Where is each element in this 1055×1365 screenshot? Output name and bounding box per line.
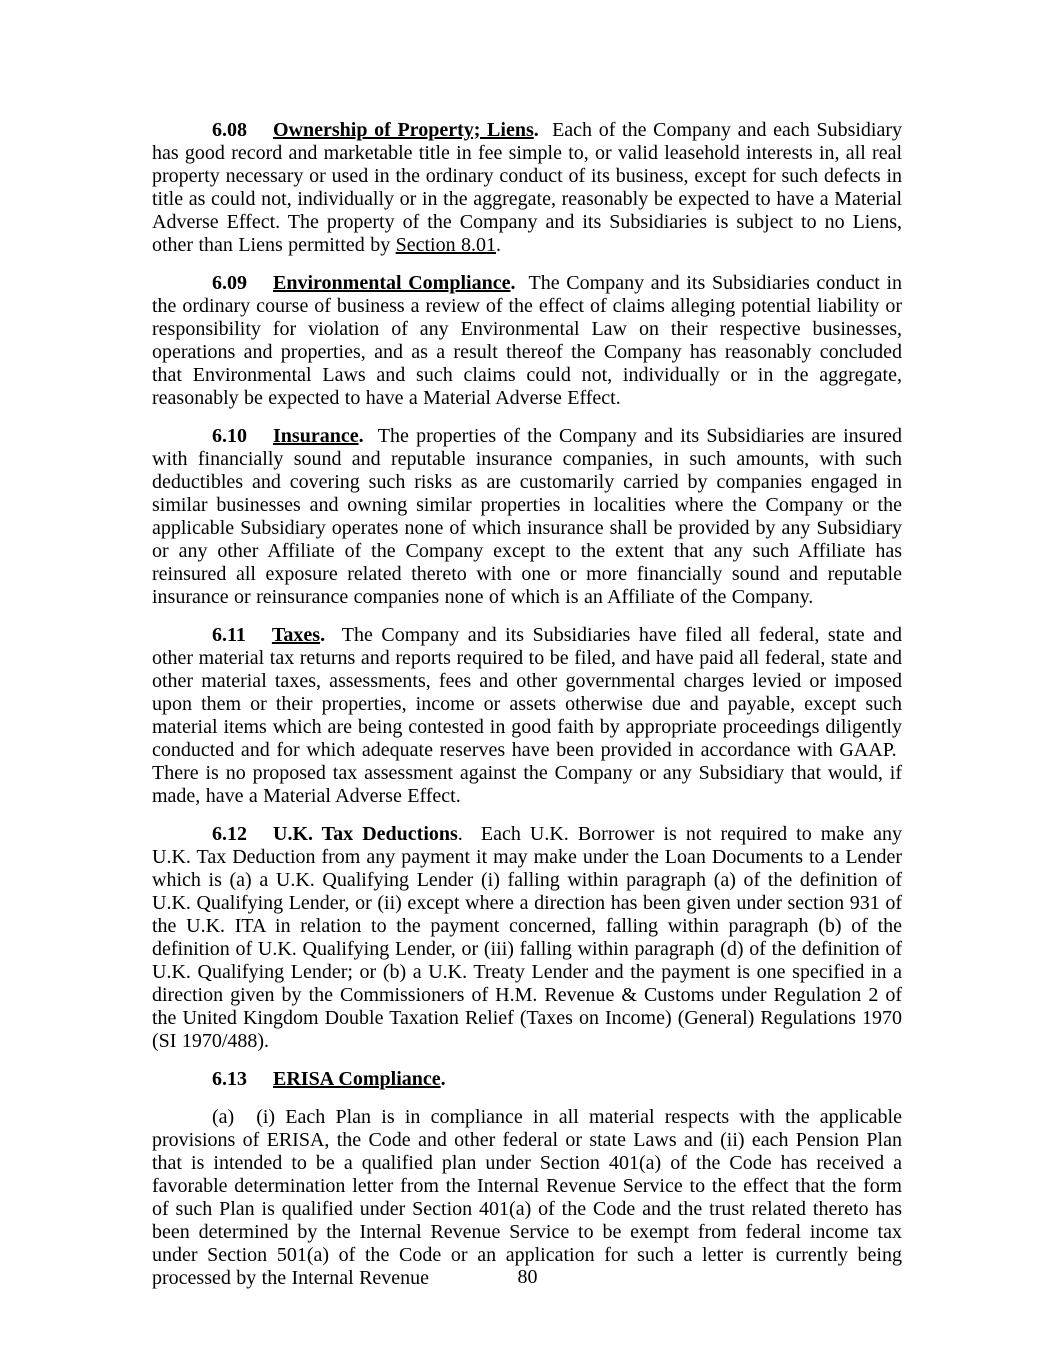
subparagraph-a xyxy=(152,1106,902,1290)
section-6-08 xyxy=(152,119,902,257)
section-title: ERISA Compliance xyxy=(273,1068,441,1090)
section-number: 6.08 xyxy=(212,119,247,141)
section-6-10 xyxy=(152,425,902,609)
section-title-period: . xyxy=(358,425,364,447)
subparagraph-label: (a) xyxy=(212,1106,235,1128)
section-title: Ownership of Property; Liens xyxy=(273,119,534,141)
section-6-13 xyxy=(152,1068,902,1091)
section-title: Environmental Compliance xyxy=(273,272,511,294)
section-body-text: The Company and its Subsidiaries have filed all federal, state and other material tax returns and reports required to be filed, and have paid all federal, state and other material taxes, assessments, fees and other governmental charges levied or imposed upon them or their properties, income or assets otherwise due and payable, except such material items which are being contested in good faith by appropriate proceedings diligently conducted and for which adequate reserves have been provided in accordance with GAAP. There is no proposed tax assessment against the Company or any Subsidiary that would, if made, have a Material Adverse Effect. xyxy=(152,624,902,807)
section-title-period: . xyxy=(510,272,516,294)
page-number: 80 xyxy=(517,1266,538,1288)
section-number: 6.11 xyxy=(212,624,246,646)
section-title: Taxes xyxy=(271,624,321,646)
section-number: 6.10 xyxy=(212,425,247,447)
section-body-text: Each of the Company and each Subsidiary has good record and marketable title in fee simple to, or valid leasehold interests in, all real property necessary or used in the ordinary conduct of its business, except for such defects in title as could not, individually or in the aggregate, reasonably be expected to have a Material Adverse Effect. The property of the Company and its Subsidiaries is subject to no Liens, other than Liens permitted by xyxy=(152,119,903,256)
section-body-text: Each U.K. Borrower is not required to make any U.K. Tax Deduction from any payment it may make under the Loan Documents to a Lender which is (a) a U.K. Qualifying Lender (i) falling within paragraph (a) of the definition of U.K. Qualifying Lender, or (ii) except where a direction has been given under section 931 of the U.K. ITA in relation to the payment concerned, falling within paragraph (b) of the definition of U.K. Qualifying Lender, or (iii) falling within paragraph (d) of the definition of U.K. Qualifying Lender; or (b) a U.K. Treaty Lender and the payment is one specified in a direction given by the Commissioners of H.M. Revenue & Customs under Regulation 2 of the United Kingdom Double Taxation Relief (Taxes on Income) (General) Regulations 1970 (SI 1970/488). xyxy=(152,823,902,1052)
section-6-12 xyxy=(152,823,902,1053)
section-title: U.K. Tax Deductions xyxy=(273,823,458,845)
section-number: 6.12 xyxy=(212,823,247,845)
subparagraph-body-text: (i) Each Plan is in compliance in all material respects with the applicable provisions of ERISA, the Code and other federal or state Laws and (ii) each Pension Plan that is intended to be a qualified plan under Section 401(a) of the Code has received a favorable determination letter from the Internal Revenue Service to the effect that the form of such Plan is qualified under Section 401(a) of the Code and the trust related thereto has been determined by the Internal Revenue Service to be exempt from federal income tax under Section 501(a) of the Code or an application for such a letter is currently being processed by the Internal Revenue xyxy=(152,1106,902,1289)
section-6-11 xyxy=(152,624,902,808)
document-body xyxy=(152,119,902,1305)
section-title: Insurance xyxy=(273,425,359,447)
section-body-text: The properties of the Company and its Subsidiaries are insured with financially sound and reputable insurance companies, in such amounts, with such deductibles and covering such risks as are customarily carried by companies engaged in similar businesses and owning similar properties in localities where the Company or the applicable Subsidiary operates none of which insurance shall be provided by any Subsidiary or any other Affiliate of the Company except to the extent that any such Affiliate has reinsured all exposure related thereto with one or more financially sound and reputable insurance or reinsurance companies none of which is an Affiliate of the Company. xyxy=(152,425,902,608)
section-title-period: . xyxy=(533,119,539,141)
section-cross-reference: Section 8.01 xyxy=(395,234,496,256)
section-6-09 xyxy=(152,272,902,410)
section-body-text: The Company and its Subsidiaries conduct in the ordinary course of business a review of the effect of claims alleging potential liability or responsibility for violation of any Environmental Law on their respective businesses, operations and properties, and as a result thereof the Company has reasonably concluded that Environmental Laws and such claims could not, individually or in the aggregate, reasonably be expected to have a Material Adverse Effect. xyxy=(152,272,903,409)
section-body-after: . xyxy=(496,234,501,256)
section-number: 6.09 xyxy=(212,272,247,294)
section-title-period: . xyxy=(320,624,326,646)
section-number: 6.13 xyxy=(212,1068,247,1090)
section-title-period: . xyxy=(457,823,463,845)
section-title-period: . xyxy=(440,1068,446,1090)
